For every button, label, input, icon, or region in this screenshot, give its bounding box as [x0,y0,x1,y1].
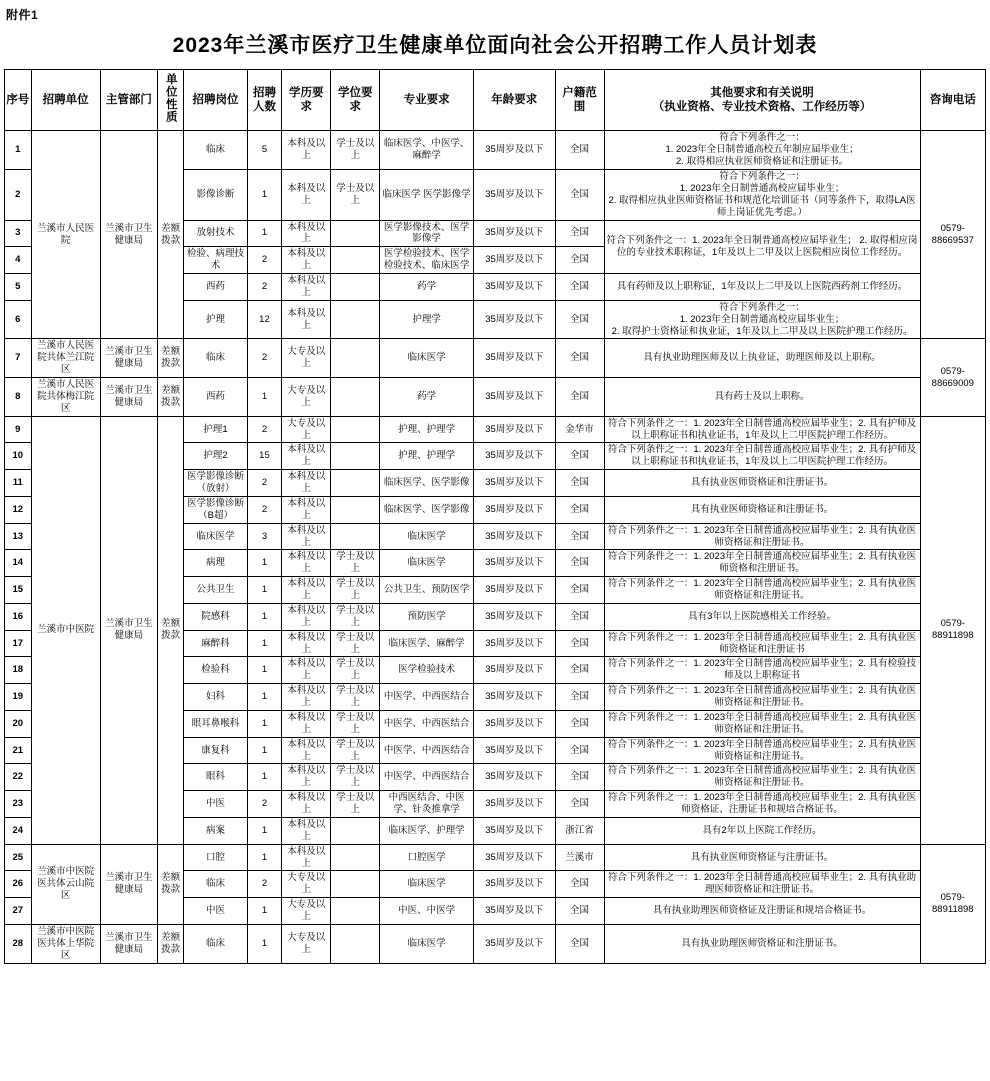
col-other-sub: （执业资格、专业技术资格、工作经历等） [652,101,872,114]
cell-major: 药学 [380,274,474,301]
cell-seq: 7 [5,339,32,378]
cell-other: 符合下列条件之一：1. 2023年全日制普通高校应届毕业生；2. 具有执业医师资格和注册证书。 [604,550,920,577]
cell-age: 35周岁及以下 [473,684,555,711]
cell-dept: 兰溪市卫生健康局 [100,924,157,963]
cell-other: 符合下列条件之一： 1. 2023年全日制普通高校应届毕业生； 2. 取得相应执业医师资格证书和规范化培训证书（同等条件下，取得LA医师上岗证优先考虑。） [604,170,920,221]
cell-post: 临床医学 [184,523,247,550]
cell-degree [331,898,380,925]
cell-count: 1 [247,898,282,925]
cell-count: 1 [247,603,282,630]
col-seq: 序号 [5,70,32,131]
cell-post: 西药 [184,274,247,301]
cell-post: 中医 [184,791,247,818]
cell-hukou: 全国 [555,523,604,550]
cell-major: 临床医学、中医学、麻醉学 [380,131,474,170]
cell-age: 35周岁及以下 [473,737,555,764]
cell-seq: 10 [5,443,32,470]
cell-age: 35周岁及以下 [473,603,555,630]
cell-other: 符合下列条件之一：1. 2023年全日制普通高校应届毕业生；2. 具有检验技师及以上职称证书 [604,657,920,684]
cell-degree: 学士及以上 [331,791,380,818]
cell-post: 医学影像诊断（放射） [184,470,247,497]
cell-age: 35周岁及以下 [473,791,555,818]
col-nature: 单位性质 [157,70,184,131]
cell-seq: 6 [5,300,32,339]
cell-hukou: 浙江省 [555,817,604,844]
cell-degree [331,844,380,871]
cell-major: 中西医结合、中医学、针灸推拿学 [380,791,474,818]
cell-major: 公共卫生、预防医学 [380,577,474,604]
table-row [5,378,986,417]
cell-edu: 本科及以上 [282,300,331,339]
cell-degree [331,523,380,550]
cell-major: 临床医学、医学影像 [380,470,474,497]
cell-count: 1 [247,577,282,604]
col-degree: 学位要求 [331,70,380,131]
cell-degree [331,247,380,274]
cell-dept: 兰溪市卫生健康局 [100,339,157,378]
cell-edu: 本科及以上 [282,657,331,684]
cell-hukou: 全国 [555,247,604,274]
cell-other: 符合下列条件之一：1. 2023年全日制普通高校应届毕业生；2. 具有执业医师资格证和注册证书。 [604,710,920,737]
cell-seq: 2 [5,170,32,221]
cell-hukou: 全国 [555,300,604,339]
table-row [5,416,986,443]
cell-hukou: 全国 [555,898,604,925]
cell-other: 具有3年以上医院感相关工作经验。 [604,603,920,630]
cell-age: 35周岁及以下 [473,817,555,844]
cell-count: 1 [247,550,282,577]
cell-degree: 学士及以上 [331,603,380,630]
cell-edu: 大专及以上 [282,871,331,898]
cell-count: 1 [247,710,282,737]
col-other [604,70,920,131]
cell-seq: 24 [5,817,32,844]
cell-degree: 学士及以上 [331,737,380,764]
cell-hukou: 全国 [555,657,604,684]
cell-edu: 本科及以上 [282,844,331,871]
cell-degree [331,220,380,247]
cell-age: 35周岁及以下 [473,550,555,577]
cell-seq: 21 [5,737,32,764]
cell-degree: 学士及以上 [331,577,380,604]
cell-seq: 22 [5,764,32,791]
cell-seq: 23 [5,791,32,818]
cell-age: 35周岁及以下 [473,924,555,963]
cell-count: 2 [247,247,282,274]
cell-unit: 兰溪市人民医院共体兰江院区 [31,339,100,378]
cell-post: 康复科 [184,737,247,764]
cell-age: 35周岁及以下 [473,496,555,523]
cell-nature: 差额拨款 [157,844,184,924]
cell-age: 35周岁及以下 [473,220,555,247]
cell-count: 1 [247,817,282,844]
cell-edu: 本科及以上 [282,274,331,301]
table-row [5,924,986,963]
cell-seq: 9 [5,416,32,443]
cell-major: 中医、中医学 [380,898,474,925]
cell-degree [331,300,380,339]
cell-count: 1 [247,924,282,963]
cell-post: 放射技术 [184,220,247,247]
cell-degree [331,817,380,844]
cell-other: 具有执业医师资格证与注册证书。 [604,844,920,871]
cell-nature: 差额拨款 [157,339,184,378]
cell-age: 35周岁及以下 [473,844,555,871]
cell-hukou: 全国 [555,924,604,963]
cell-post: 检验科 [184,657,247,684]
cell-seq: 27 [5,898,32,925]
cell-seq: 13 [5,523,32,550]
cell-major: 中医学、中西医结合 [380,764,474,791]
cell-seq: 28 [5,924,32,963]
cell-major: 临床医学 [380,871,474,898]
cell-edu: 大专及以上 [282,924,331,963]
cell-degree [331,274,380,301]
cell-count: 3 [247,523,282,550]
cell-seq: 17 [5,630,32,657]
cell-other: 符合下列条件之一：1. 2023年全日制普通高校应届毕业生；2. 具有执业医师资格证和注册证书。 [604,764,920,791]
cell-dept: 兰溪市卫生健康局 [100,416,157,844]
col-unit: 招聘单位 [31,70,100,131]
cell-post: 护理1 [184,416,247,443]
cell-nature: 差额拨款 [157,378,184,417]
cell-degree: 学士及以上 [331,170,380,221]
cell-age: 35周岁及以下 [473,131,555,170]
cell-major: 临床医学 [380,523,474,550]
cell-other: 符合下列条件之一：1. 2023年全日制普通高校应届毕业生；2. 具有执业医师资格证和注册证书。 [604,523,920,550]
cell-age: 35周岁及以下 [473,470,555,497]
cell-other: 具有执业助理医师资格证及注册证和规培合格证书。 [604,898,920,925]
cell-post: 临床 [184,871,247,898]
cell-hukou: 全国 [555,220,604,247]
table-row [5,339,986,378]
cell-hukou: 全国 [555,764,604,791]
cell-age: 35周岁及以下 [473,630,555,657]
cell-hukou: 全国 [555,170,604,221]
cell-count: 5 [247,131,282,170]
cell-post: 中医 [184,898,247,925]
cell-post: 眼耳鼻喉科 [184,710,247,737]
cell-major: 医学检验技术 [380,657,474,684]
cell-age: 35周岁及以下 [473,300,555,339]
cell-post: 妇科 [184,684,247,711]
cell-major: 医学检验技术、医学检验技术、临床医学 [380,247,474,274]
cell-major: 护理学 [380,300,474,339]
cell-degree: 学士及以上 [331,131,380,170]
cell-tel: 0579- 88669537 [920,131,985,339]
cell-hukou: 全国 [555,339,604,378]
col-other-main: 其他要求和有关说明 [710,86,814,99]
cell-seq: 25 [5,844,32,871]
cell-post: 公共卫生 [184,577,247,604]
cell-degree [331,470,380,497]
cell-degree [331,924,380,963]
col-age: 年龄要求 [473,70,555,131]
cell-post: 临床 [184,131,247,170]
col-count: 招聘人数 [247,70,282,131]
cell-edu: 本科及以上 [282,131,331,170]
cell-major: 药学 [380,378,474,417]
cell-degree [331,378,380,417]
cell-count: 2 [247,496,282,523]
cell-other: 符合下列条件之一：1. 2023年全日制普通高校应届毕业生；2. 具有执业医师资格证和注册证书。 [604,737,920,764]
cell-hukou: 全国 [555,131,604,170]
cell-tel: 0579- 88669009 [920,339,985,416]
cell-count: 1 [247,764,282,791]
cell-age: 35周岁及以下 [473,170,555,221]
cell-major: 临床医学 医学影像学 [380,170,474,221]
cell-major: 预防医学 [380,603,474,630]
cell-hukou: 全国 [555,274,604,301]
cell-other: 符合下列条件之一：1. 2023年全日制普通高校应届毕业生；2. 具有执业医师资格证和注册证书。 [604,684,920,711]
col-hukou: 户籍范围 [555,70,604,131]
cell-major: 护理、护理学 [380,443,474,470]
cell-seq: 26 [5,871,32,898]
cell-edu: 本科及以上 [282,791,331,818]
cell-hukou: 全国 [555,496,604,523]
cell-major: 临床医学、医学影像 [380,496,474,523]
cell-edu: 本科及以上 [282,247,331,274]
cell-other: 具有执业医师资格证和注册证书。 [604,496,920,523]
cell-seq: 4 [5,247,32,274]
cell-age: 35周岁及以下 [473,871,555,898]
cell-other: 具有执业医师资格证和注册证书。 [604,470,920,497]
cell-seq: 8 [5,378,32,417]
cell-hukou: 全国 [555,871,604,898]
cell-major: 临床医学 [380,339,474,378]
cell-other: 符合下列条件之一：1. 2023年全日制普通高校应届毕业生；2. 具有护师及以上职称证书和执业证书，1年及以上二甲医院护理工作经历。 [604,443,920,470]
cell-seq: 3 [5,220,32,247]
page-title: 2023年兰溪市医疗卫生健康单位面向社会公开招聘工作人员计划表 [172,34,818,57]
cell-dept: 兰溪市卫生健康局 [100,131,157,339]
cell-count: 1 [247,630,282,657]
cell-post: 病案 [184,817,247,844]
cell-count: 2 [247,274,282,301]
cell-unit: 兰溪市中医院 [31,416,100,844]
cell-age: 35周岁及以下 [473,443,555,470]
cell-other: 具有执业助理医师及以上执业证，助理医师及以上职称。 [604,339,920,378]
cell-seq: 18 [5,657,32,684]
cell-hukou: 全国 [555,443,604,470]
cell-edu: 本科及以上 [282,220,331,247]
cell-post: 护理2 [184,443,247,470]
cell-edu: 大专及以上 [282,378,331,417]
cell-hukou: 全国 [555,737,604,764]
cell-hukou: 全国 [555,710,604,737]
cell-unit: 兰溪市中医院医共体上华院区 [31,924,100,963]
cell-unit: 兰溪市人民医院共体梅江院区 [31,378,100,417]
cell-major: 中医学、中西医结合 [380,737,474,764]
cell-edu: 大专及以上 [282,339,331,378]
cell-edu: 本科及以上 [282,170,331,221]
cell-seq: 16 [5,603,32,630]
cell-edu: 本科及以上 [282,496,331,523]
cell-edu: 本科及以上 [282,603,331,630]
cell-hukou: 全国 [555,550,604,577]
cell-other: 具有药师及以上职称证，1年及以上二甲及以上医院西药剂工作经历。 [604,274,920,301]
cell-count: 1 [247,170,282,221]
cell-degree: 学士及以上 [331,710,380,737]
cell-count: 1 [247,844,282,871]
table-body [5,131,986,963]
cell-degree [331,871,380,898]
cell-edu: 本科及以上 [282,470,331,497]
cell-edu: 本科及以上 [282,577,331,604]
cell-seq: 12 [5,496,32,523]
col-post: 招聘岗位 [184,70,247,131]
cell-unit: 兰溪市中医院医共体云山院区 [31,844,100,924]
cell-post: 口腔 [184,844,247,871]
cell-age: 35周岁及以下 [473,657,555,684]
cell-post: 临床 [184,339,247,378]
cell-hukou: 全国 [555,470,604,497]
cell-hukou: 全国 [555,577,604,604]
cell-nature: 差额拨款 [157,131,184,339]
cell-dept: 兰溪市卫生健康局 [100,844,157,924]
cell-edu: 本科及以上 [282,764,331,791]
cell-edu: 大专及以上 [282,898,331,925]
cell-nature: 差额拨款 [157,416,184,844]
cell-seq: 14 [5,550,32,577]
cell-other: 符合下列条件之一：1. 2023年全日制普通高校应届毕业生；2. 具有护师及以上职称证书和执业证书，1年及以上二甲医院护理工作经历。 [604,416,920,443]
cell-nature: 差额拨款 [157,924,184,963]
cell-major: 中医学、中西医结合 [380,710,474,737]
col-tel: 咨询电话 [920,70,985,131]
cell-other: 具有药士及以上职称。 [604,378,920,417]
cell-count: 12 [247,300,282,339]
cell-count: 1 [247,657,282,684]
table-row [5,131,986,170]
cell-hukou: 全国 [555,684,604,711]
col-edu: 学历要求 [282,70,331,131]
cell-dept: 兰溪市卫生健康局 [100,378,157,417]
cell-post: 影像诊断 [184,170,247,221]
cell-major: 临床医学 [380,924,474,963]
cell-degree: 学士及以上 [331,684,380,711]
cell-age: 35周岁及以下 [473,378,555,417]
cell-seq: 19 [5,684,32,711]
cell-degree: 学士及以上 [331,550,380,577]
cell-seq: 11 [5,470,32,497]
attachment-label: 附件1 [6,8,39,22]
cell-age: 35周岁及以下 [473,416,555,443]
cell-other: 符合下列条件之一：1. 2023年全日制普通高校应届毕业生；2. 具有执业医师资格证、注册证书和规培合格证书。 [604,791,920,818]
cell-count: 1 [247,737,282,764]
table-row [5,844,986,871]
cell-age: 35周岁及以下 [473,247,555,274]
cell-post: 病理 [184,550,247,577]
cell-hukou: 全国 [555,603,604,630]
cell-major: 护理、护理学 [380,416,474,443]
cell-edu: 本科及以上 [282,817,331,844]
cell-age: 35周岁及以下 [473,577,555,604]
cell-count: 2 [247,791,282,818]
cell-post: 院感科 [184,603,247,630]
recruitment-plan-table [4,69,986,964]
cell-hukou: 全国 [555,791,604,818]
cell-age: 35周岁及以下 [473,764,555,791]
cell-edu: 本科及以上 [282,523,331,550]
cell-edu: 本科及以上 [282,684,331,711]
cell-post: 西药 [184,378,247,417]
cell-count: 15 [247,443,282,470]
cell-edu: 本科及以上 [282,630,331,657]
cell-seq: 20 [5,710,32,737]
cell-age: 35周岁及以下 [473,523,555,550]
cell-degree [331,339,380,378]
cell-count: 1 [247,220,282,247]
cell-other: 符合下列条件之一：1. 2023年全日制普通高校应届毕业生；2. 具有执业医师资格证和注册证书。 [604,577,920,604]
cell-degree [331,416,380,443]
cell-major: 临床医学、麻醉学 [380,630,474,657]
cell-count: 1 [247,684,282,711]
cell-count: 1 [247,378,282,417]
cell-hukou: 兰溪市 [555,844,604,871]
cell-seq: 15 [5,577,32,604]
cell-other: 符合下列条件之一：1. 2023年全日制普通高校应届毕业生；2. 具有执业医师资格证和注册证书 [604,630,920,657]
cell-hukou: 全国 [555,378,604,417]
cell-other: 符合下列条件之一： 1. 2023年全日制普通高校五年制应届毕业生； 2. 取得相应执业医师资格证和注册证书。 [604,131,920,170]
cell-edu: 本科及以上 [282,710,331,737]
cell-edu: 本科及以上 [282,443,331,470]
cell-hukou: 全国 [555,630,604,657]
cell-other: 具有2年以上医院工作经历。 [604,817,920,844]
cell-other: 符合下列条件之一：1. 2023年全日制普通高校应届毕业生； 2. 取得相应岗位的专业技术职称证，1年及以上二甲及以上医院相应岗位工作经历。 [604,220,920,274]
cell-age: 35周岁及以下 [473,274,555,301]
cell-other: 符合下列条件之一：1. 2023年全日制普通高校应届毕业生；2. 具有执业助理医师资格证和注册证书。 [604,871,920,898]
cell-post: 麻醉科 [184,630,247,657]
cell-degree: 学士及以上 [331,764,380,791]
cell-degree: 学士及以上 [331,657,380,684]
cell-count: 2 [247,416,282,443]
cell-tel: 0579- 88911898 [920,416,985,844]
cell-age: 35周岁及以下 [473,710,555,737]
cell-post: 眼科 [184,764,247,791]
cell-edu: 本科及以上 [282,550,331,577]
cell-degree [331,443,380,470]
cell-major: 医学影像技术、医学影像学 [380,220,474,247]
cell-major: 临床医学、护理学 [380,817,474,844]
col-dept: 主管部门 [100,70,157,131]
cell-count: 2 [247,470,282,497]
col-major: 专业要求 [380,70,474,131]
cell-count: 2 [247,871,282,898]
cell-unit: 兰溪市人民医院 [31,131,100,339]
cell-seq: 1 [5,131,32,170]
cell-hukou: 金华市 [555,416,604,443]
cell-tel: 0579- 88911898 [920,844,985,963]
cell-post: 护理 [184,300,247,339]
cell-seq: 5 [5,274,32,301]
cell-count: 2 [247,339,282,378]
cell-other: 具有执业助理医师资格证和注册证书。 [604,924,920,963]
table-header [5,70,986,131]
cell-degree: 学士及以上 [331,630,380,657]
cell-major: 临床医学 [380,550,474,577]
cell-age: 35周岁及以下 [473,898,555,925]
cell-other: 符合下列条件之一： 1. 2023年全日制普通高校应届毕业生； 2. 取得护士资格证和执业证，1年及以上二甲及以上医院护理工作经历。 [604,300,920,339]
cell-edu: 大专及以上 [282,416,331,443]
cell-degree [331,496,380,523]
cell-post: 临床 [184,924,247,963]
cell-post: 检验、病理技术 [184,247,247,274]
cell-edu: 本科及以上 [282,737,331,764]
cell-major: 口腔医学 [380,844,474,871]
cell-age: 35周岁及以下 [473,339,555,378]
cell-major: 中医学、中西医结合 [380,684,474,711]
cell-post: 医学影像诊断（B超） [184,496,247,523]
